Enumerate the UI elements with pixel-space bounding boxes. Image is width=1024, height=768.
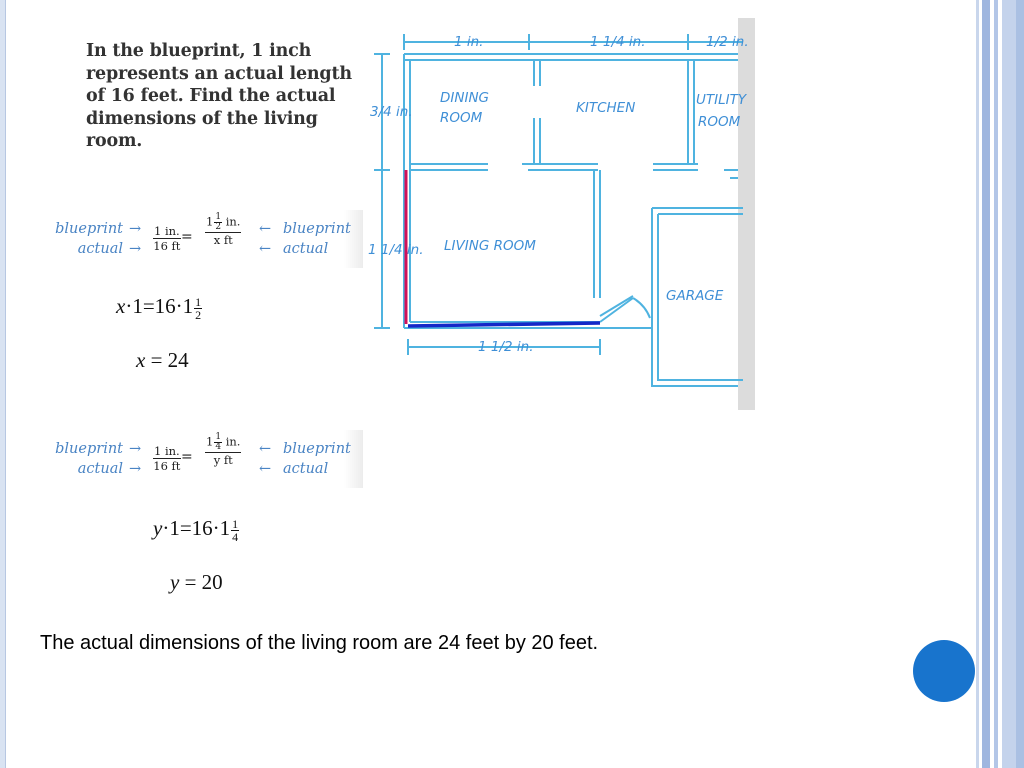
- left-border-rule: [0, 0, 6, 768]
- solution-2: y = 20: [170, 570, 223, 594]
- arrow-left-icon: ←: [259, 221, 272, 237]
- dining-room-label-line1: DINING: [440, 90, 490, 106]
- prop2-right-fraction: 1 $\frac{1}{4}$ in. y ft: [206, 432, 241, 467]
- prop1-bottom-label: actual: [77, 241, 123, 257]
- prop1-left-fraction: $\frac{1 in.}{16 ft}$: [153, 224, 181, 253]
- prop1-right-top-label: blueprint: [283, 221, 351, 237]
- arrow-left-icon: ←: [259, 461, 272, 477]
- dining-room-label-line2: ROOM: [440, 110, 483, 126]
- dim-top-2: 1 1/4 in.: [590, 34, 646, 50]
- arrow-right-icon: →: [129, 241, 142, 257]
- arrow-right-icon: →: [129, 441, 142, 457]
- equals-sign: =: [181, 449, 193, 465]
- answer-statement: The actual dimensions of the living room are 24 feet by 20 feet.: [40, 632, 599, 654]
- equals-sign: =: [181, 229, 193, 245]
- dim-left-1: 3/4 in.: [370, 104, 413, 120]
- prop1-right-bottom-label: actual: [283, 241, 329, 257]
- arrow-left-icon: ←: [259, 441, 272, 457]
- arrow-left-icon: ←: [259, 241, 272, 257]
- decorative-circle: [913, 640, 975, 702]
- problem-statement: In the blueprint, 1 inch represents an actual length of 16 feet. Find the actual dimensions of the living room.: [86, 41, 352, 151]
- utility-room-label-line2: ROOM: [698, 114, 741, 130]
- prop2-bottom-label: actual: [77, 461, 123, 477]
- arrow-right-icon: →: [129, 461, 142, 477]
- proportion-2: [47, 430, 363, 488]
- equation-1: x·1=16·1 $\frac{1}{2}$: [116, 294, 202, 322]
- prop2-right-top-label: blueprint: [283, 441, 351, 457]
- prop2-top-label: blueprint: [55, 441, 123, 457]
- dim-top-3: 1/2 in.: [706, 34, 749, 50]
- kitchen-label: KITCHEN: [576, 100, 636, 116]
- prop1-right-fraction: 1 $\frac{1}{2}$ in. x ft: [206, 212, 241, 247]
- solution-1: x = 24: [136, 348, 189, 372]
- dim-bottom: 1 1/2 in.: [478, 339, 534, 355]
- dim-left-2: 1 1/4 in.: [368, 242, 424, 258]
- utility-room-label-line1: UTILITY: [696, 92, 747, 108]
- prop1-top-label: blueprint: [55, 221, 123, 237]
- blueprint-floor-plan: [368, 18, 755, 410]
- garage-label: GARAGE: [666, 288, 724, 304]
- arrow-right-icon: →: [129, 221, 142, 237]
- living-room-label: LIVING ROOM: [444, 238, 536, 254]
- dim-top-1: 1 in.: [454, 34, 484, 50]
- prop2-right-bottom-label: actual: [283, 461, 329, 477]
- proportion-1: [47, 210, 363, 268]
- equation-2: y·1=16·1 $\frac{1}{4}$: [153, 516, 239, 544]
- prop2-left-fraction: $\frac{1 in.}{16 ft}$: [153, 444, 181, 473]
- slide-frame-border: [976, 0, 1024, 768]
